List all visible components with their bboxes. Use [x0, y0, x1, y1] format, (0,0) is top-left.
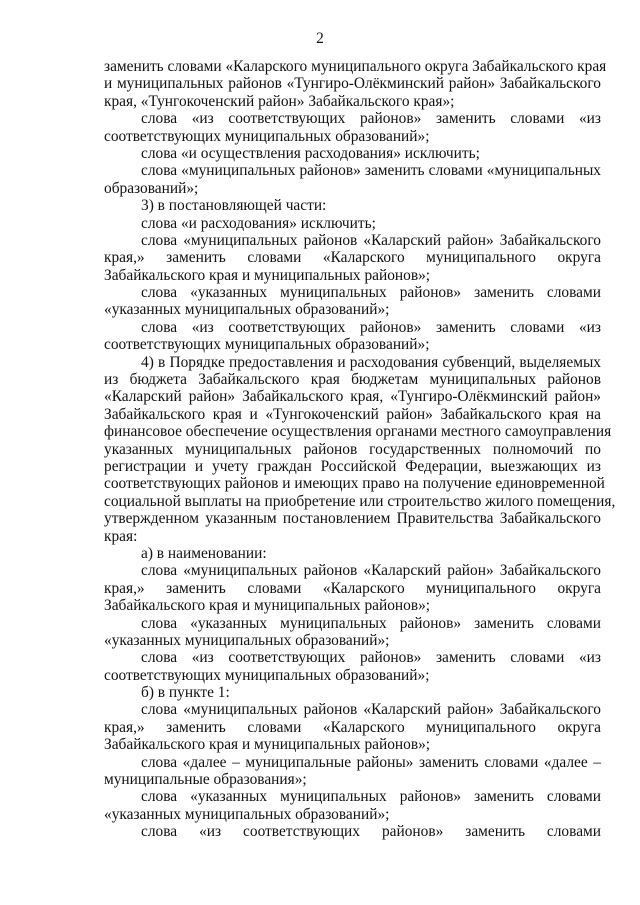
text-line: 3) в постановляющей части:	[141, 197, 327, 215]
text-line: заменить словами «Каларского муниципального округа Забайкальского края	[104, 58, 607, 75]
text-line: слова «муниципальных районов «Каларский район» Забайкальского	[141, 231, 601, 249]
text-line: слова «указанных муниципальных районов» заменить словами	[141, 284, 601, 302]
text-line: «указанных муниципальных образований»;	[104, 805, 390, 823]
text-line: Забайкальского края и муниципальных районов»;	[104, 736, 431, 754]
text-line: социальной выплаты на приобретение или строительство жилого помещения,	[104, 492, 616, 510]
text-line: слова «указанных муниципальных районов» заменить словами	[141, 788, 601, 806]
text-line: слова «муниципальных районов «Каларский район» Забайкальского	[141, 562, 601, 580]
text-line: соответствующих районов и имеющих право на получение единовременной	[104, 475, 605, 493]
text-line: края:	[104, 527, 138, 545]
document-body	[104, 58, 616, 841]
text-line: соответствующих муниципальных образований»;	[104, 127, 430, 145]
text-line: соответствующих муниципальных образований»;	[104, 336, 430, 354]
text-line: края,» заменить словами «Каларского муниципального округа	[104, 579, 601, 597]
text-line: Забайкальского края и «Тунгокоченский район» Забайкальского края на	[104, 405, 601, 423]
page-number: 2	[316, 30, 324, 47]
text-line: края,» заменить словами «Каларского муниципального округа	[104, 249, 601, 267]
text-line: слова «и расходования» исключить;	[141, 214, 376, 232]
text-line: из бюджета Забайкальского края бюджетам муниципальных районов	[104, 371, 601, 389]
text-line: регистрации и учету граждан Российской Федерации, выезжающих из	[104, 457, 601, 475]
text-line: слова «муниципальных районов «Каларский район» Забайкальского	[141, 701, 601, 719]
text-line: края,» заменить словами «Каларского муниципального округа	[104, 718, 601, 736]
text-line: слова «из соответствующих районов» заменить словами	[141, 823, 601, 841]
text-line: б) в пункте 1:	[141, 684, 230, 702]
text-line: слова «муниципальных районов» заменить словами «муниципальных	[141, 162, 601, 180]
text-line: и муниципальных районов «Тунгиро-Олёкминский район» Забайкальского	[104, 75, 601, 93]
text-line: соответствующих муниципальных образований»;	[104, 666, 430, 684]
text-line: муниципальные образования»;	[104, 771, 307, 789]
text-line: слова «далее – муниципальные районы» заменить словами «далее –	[141, 753, 601, 771]
text-line: финансовое обеспечение осуществления органами местного самоуправления	[104, 423, 612, 441]
text-line: а) в наименовании:	[141, 544, 267, 562]
text-line: «указанных муниципальных образований»;	[104, 301, 390, 319]
text-line: слова «и осуществления расходования» исключить;	[141, 144, 480, 162]
text-line: слова «указанных муниципальных районов» заменить словами	[141, 614, 601, 632]
text-line: края, «Тунгокоченский район» Забайкальского края»;	[104, 92, 455, 110]
text-line: «указанных муниципальных образований»;	[104, 631, 390, 649]
text-line: слова «из соответствующих районов» заменить словами «из	[141, 649, 601, 667]
text-line: Забайкальского края и муниципальных районов»;	[104, 266, 431, 284]
text-line: указанных муниципальных районов государственных полномочий по	[104, 440, 601, 458]
text-line: образований»;	[104, 179, 199, 197]
text-line: слова «из соответствующих районов» заменить словами «из	[141, 318, 601, 336]
text-line: Забайкальского края и муниципальных районов»;	[104, 597, 431, 615]
text-line: 4) в Порядке предоставления и расходования субвенций, выделяемых	[141, 353, 601, 371]
text-line: «Каларский район» Забайкальского края, «Тунгиро-Олёкминский район»	[104, 388, 601, 406]
text-line: утвержденном указанным постановлением Правительства Забайкальского	[104, 510, 601, 528]
text-line: слова «из соответствующих районов» заменить словами «из	[141, 110, 601, 128]
